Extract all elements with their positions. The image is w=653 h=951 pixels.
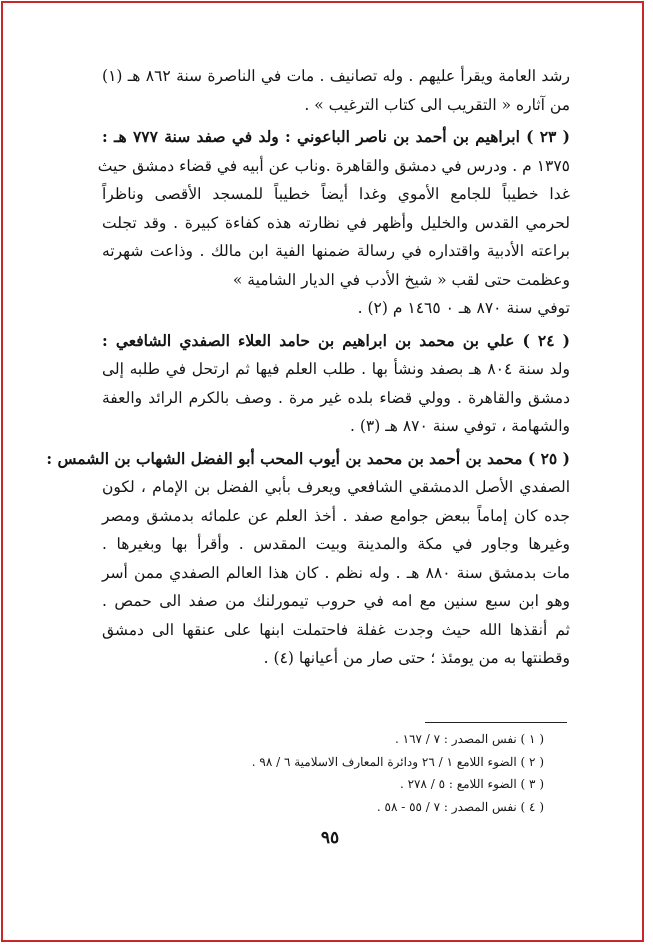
text-line: غدا خطيباً للجامع الأموي وغدا أيضاً خطيباً للمسجد الأقصى وناظراً: [102, 185, 570, 203]
text-line: وهو ابن سبع سنين مع امه في حروب تيمورلنك من صفد الى حمص .: [102, 592, 570, 610]
text-line: براعته الأدبية واقتداره في رسالة ضمنها الفية ابن مالك . وذاعت شهرته: [102, 242, 570, 260]
footnote: ( ٢ ) الضوء اللامع ١ / ٢٦ ودائرة المعارف الاسلامية ٦ / ٩٨ .: [251, 754, 544, 769]
footnotes: [200, 728, 544, 818]
text-line: ١٣٧٥ م . ودرس في دمشق والقاهرة .وناب عن أبيه في قضاء دمشق حيث: [97, 156, 570, 175]
footnote-divider: [425, 722, 567, 723]
text-line: دمشق والقاهرة . وولي قضاء بلده غير مرة . وصف بالكرم الرائد والعفة: [102, 388, 570, 407]
text-line: الصفدي الأصل الدمشقي الشافعي ويعرف بأبي الفضل بن الإمام ، لكون: [102, 478, 570, 496]
text-line: والشهامة ، توفي سنة ٨٧٠ هـ (٣) .: [349, 417, 570, 435]
text-line: ثم أنقذها الله حيث وجدت غفلة فاحتملت ابنها على عنقها الى دمشق: [102, 620, 570, 639]
text-line: جده كان إماماً ببعض جوامع صفد . أخذ العلم عن علمائه بدمشق ومصر: [102, 506, 570, 525]
text-line: وغيرها وجاور في مكة والمدينة وبيت المقدس . وأقرأ بها وبغيرها .: [102, 535, 570, 553]
text-line: رشد العامة ويقرأ عليهم . وله تصانيف . مات في الناصرة سنة ٨٦٢ هـ (١): [102, 67, 570, 85]
text-line: وعظمت حتى لقب « شيخ الأدب في الديار الشامية »: [232, 270, 570, 289]
text-line: من آثاره « التقريب الى كتاب الترغيب » .: [304, 95, 570, 114]
body-text: [46, 62, 570, 673]
text-line: ولد سنة ٨٠٤ هـ بصفد ونشأ بها . طلب العلم فيها ثم ارتحل في طلبه إلى: [102, 360, 570, 378]
text-line: مات بدمشق سنة ٨٨٠ هـ . وله نظم . كان هذا العالم الصفدي ممن أسر: [102, 563, 570, 582]
text-line: لحرمي القدس والخليل وأظهر في نظارته هذه كفاءة كبيرة . وقد تجلت: [102, 213, 570, 232]
entry-heading-24: ( ٢٤ ) علي بن محمد بن ابراهيم بن حامد العلاء الصفدي الشافعي :: [102, 330, 570, 350]
entry-heading-25: ( ٢٥ ) محمد بن أحمد بن محمد بن أيوب المحب أبو الفضل الشهاب بن الشمس :: [46, 448, 570, 468]
text-line: وقطنتها به من يومئذ ؛ حتى صار من أعيانها (٤) .: [263, 649, 570, 667]
text-line: توفي سنة ٨٧٠ هـ ٠ ١٤٦٥ م (٢) .: [357, 299, 570, 317]
entry-heading-23: ( ٢٣ ) ابراهيم بن أحمد بن ناصر الباعوني : ولد في صفد سنة ٧٧٧ هـ :: [102, 127, 570, 146]
footnote: ( ٤ ) نفس المصدر : ٧ / ٥٥ - ٥٨ .: [376, 799, 544, 814]
footnote: ( ١ ) نفس المصدر : ٧ / ١٦٧ .: [395, 732, 544, 746]
page-number: ٩٥: [320, 828, 340, 848]
footnote: ( ٣ ) الضوء اللامع : ٥ / ٢٧٨ .: [399, 777, 544, 791]
